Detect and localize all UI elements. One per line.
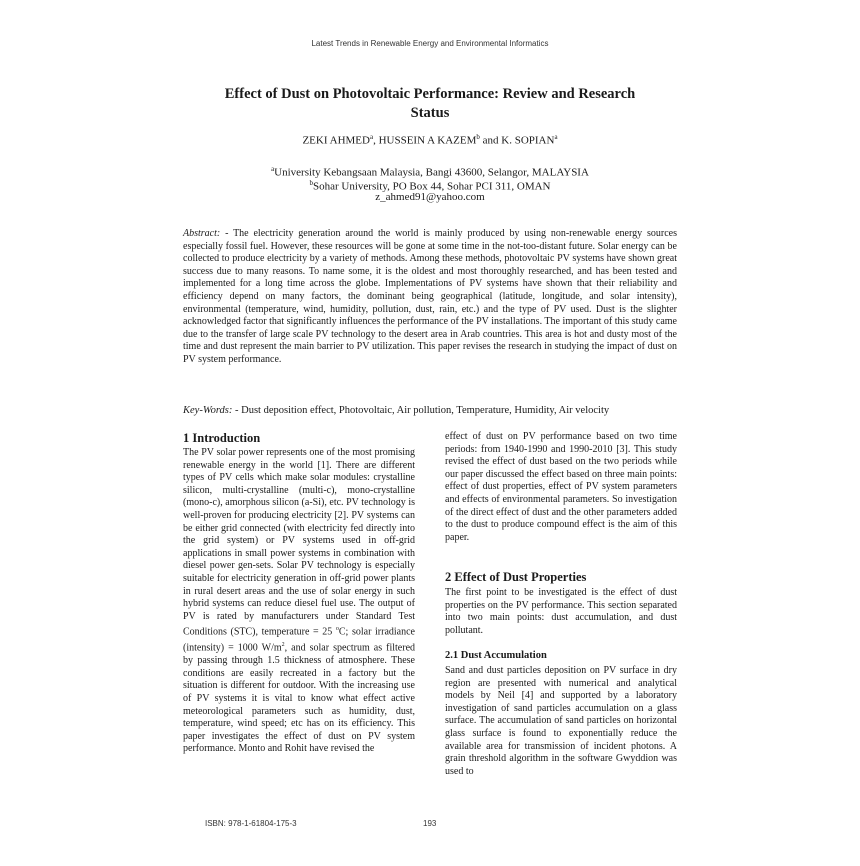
section-1-body — [183, 447, 415, 756]
subsection-2-1-body: Sand and dust particles deposition on PV surface in dry region are presented with numerical and analytical models by Neil [4] and supported by a laboratory investigation of sand particles accumulation on a glass surface. The accumulation of sand particles on horizontal glass surface is found to exponentially reduce the available area for transmission of incident photons. A grain threshold algorithm in the software Gwyddion was used to — [445, 665, 677, 777]
affiliation-1-text: University Kebangsaan Malaysia, Bangi 43600, Selangor, MALAYSIA — [274, 166, 589, 179]
keywords-text: - Dust deposition effect, Photovoltaic, Air pollution, Temperature, Humidity, Air velocity — [232, 405, 610, 416]
abstract-label: Abstract: — [183, 228, 221, 239]
footer-page-number: 193 — [423, 819, 437, 828]
title-line-1: Effect of Dust on Photovoltaic Performance: Review and Research — [224, 86, 636, 102]
authors — [0, 133, 860, 147]
degree-sup: o — [335, 626, 339, 633]
paper-title — [190, 85, 670, 123]
abstract — [183, 228, 677, 367]
author-2: , HUSSEIN A KAZEM — [373, 134, 477, 147]
affiliation-2-text: Sohar University, PO Box 44, Sohar PCI 311, OMAN — [312, 180, 551, 193]
section-1-text-c: , and solar spectrum as filtered by passing through 1.5 thickness of atmosphere. These conditions are easily recreated in a factory but the situation is different for outdoor. With the increasing use of PV systems it is vital to know what effect active meteorological parameters such as humidity, dust, temperature, wind speed; etc has on its efficiency. This paper investigates the effect of dust on PV system performance. Monto and Rohit have revised the — [183, 642, 416, 755]
author-1: ZEKI AHMED — [302, 134, 370, 147]
title-line-2: Status — [410, 105, 450, 121]
section-1-text-a: The PV solar power represents one of the most promising renewable energy in the world [1]. There are different types of PV cells which make solar modules: crystalline silicon, multi-crystalline (multi-c), mono-crystalline (mono-c), amorphous silicon (a-Si), etc. PV technology is well-proven for producing electricity [2]. PV systems can be either grid connected (with electricity fed directly into the grid system) or PV systems used in off-grid applications in small power systems in combination with diesel power gen-sets. Solar PV technology is especially suitable for electricity generation in off-grid power plants in rural desert areas and the use of solar energy in such hybrid systems can reduce diesel fuel use. The output of PV is rated by manufacturers under Standard Test Conditions (STC), temperature = 25 — [183, 447, 415, 638]
section-1-heading: 1 Introduction — [183, 431, 261, 445]
section-1-text-b: C; solar irradiance (intensity) = 1000 W/m — [183, 626, 415, 654]
affiliation-2-mark: b — [309, 179, 313, 187]
running-head: Latest Trends in Renewable Energy and Environmental Informatics — [311, 39, 549, 48]
subsection-2-1-heading: 2.1 Dust Accumulation — [445, 650, 547, 661]
author-3-affil: a — [554, 133, 558, 141]
author-1-affil: a — [369, 133, 374, 141]
contact-email: z_ahmed91@yahoo.com — [375, 191, 485, 203]
affiliation-1-mark: a — [271, 165, 275, 173]
abstract-text: - The electricity generation around the world is mainly produced by using non-renewable energy sources especially fossil fuel. However, these resources will be gone at some time in the not-too-distant future. Solar energy can be collected to produce electricity by a variety of methods. Among these methods, photovoltaic PV systems have shown great success due to many reasons. To name some, it is the oldest and most thoroughly researched, and has been tested and implemented for a long time across the globe. Implementations of PV systems have shown that their reliability and efficiency depend on many factors, the dominant being geographical (latitude, longitude, and solar intensity), environmental (temperature, wind, humidity, pollution, dust, rain, etc.) and the type of PV used. Dust is the slighter acknowledged factor that significantly influences the performance of the PV installations. The important of this study came due to the transfer of large scale PV technology to the desert area in Arab countries. This area is hot and dusty most of the time and dust represent the main barrier to PV utilization. This paper revises the research in studying the impact of dust on PV system performance. — [183, 228, 677, 365]
section-2-heading: 2 Effect of Dust Properties — [445, 570, 587, 584]
square-sup: 2 — [281, 642, 285, 649]
keywords — [183, 405, 677, 416]
footer-isbn: ISBN: 978-1-61804-175-3 — [205, 819, 297, 828]
author-2-affil: b — [476, 133, 480, 141]
section-2-body: The first point to be investigated is the effect of dust properties on the PV performance. This section separated into two main points: dust accumulation, and dust pollutant. — [445, 587, 677, 636]
keywords-label: Key-Words: — [183, 405, 233, 416]
section-1-continued: effect of dust on PV performance based on two time periods: from 1940-1990 and 1990-2010 [3]. This study revised the effect of dust based on the two periods while our paper discussed the effect based on three main points: effect of dust properties, effect of PV system parameters and effects of environmental parameters. So investigation of the direct effect of dust and the other parameters added to the dust to produce compound effect is the aim of this paper. — [445, 431, 677, 543]
author-3: and K. SOPIAN — [479, 134, 555, 147]
